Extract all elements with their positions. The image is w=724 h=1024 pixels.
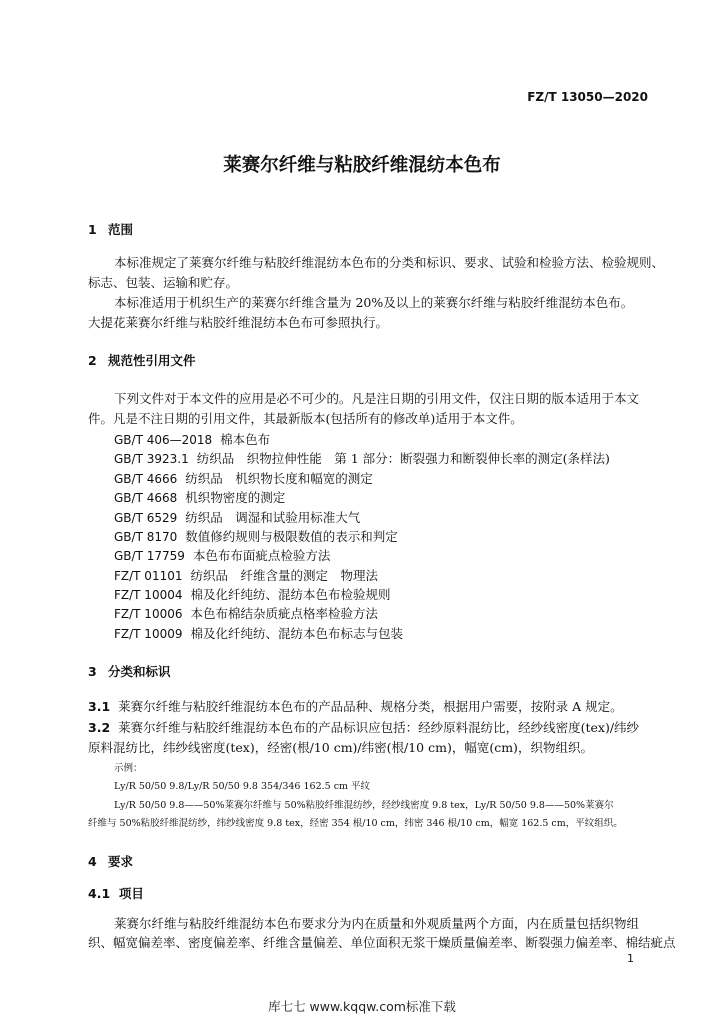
reference-item [114,508,360,526]
clause-number: 4.1 [88,886,111,901]
reference-name: 棉本色布 [220,432,271,447]
section-title: 规范性引用文件 [108,353,196,368]
reference-item [114,469,373,487]
section-title: 范围 [108,222,134,237]
example-line: Ly/R 50/50 9.8——50%莱赛尔纤维与 50%粘胶纤维混纺纱，经纱线密度 9.8 tex，Ly/R 50/50 9.8——50%莱赛尔 [114,800,614,811]
section-number: 3 [88,664,97,679]
reference-code: FZ/T 10009 [114,627,183,641]
section-title: 要求 [108,854,134,869]
clause-3-1 [88,697,623,715]
reference-name: 纺织品 调湿和试验用标准大气 [185,510,361,525]
clause-number: 3.1 [88,699,111,714]
clause-text: 莱赛尔纤维与粘胶纤维混纺本色布的产品品种、规格分类，根据用户需要，按附录 A 规定。 [118,699,623,714]
reference-code: FZ/T 01101 [114,569,183,583]
standard-code: FZ/T 13050—2020 [527,90,648,104]
clause-3-2 [88,718,639,736]
reference-name: 本色布布面疵点检验方法 [192,548,331,563]
paragraph-line: 原料混纺比，纬纱线密度(tex)，经密(根/10 cm)/纬密(根/10 cm)，幅宽(cm)，织物组织。 [88,740,593,755]
reference-name: 纺织品 纤维含量的测定 物理法 [190,568,378,583]
section-number: 1 [88,222,97,237]
reference-item [114,430,270,448]
reference-code: GB/T 17759 [114,549,185,563]
reference-item [114,566,378,584]
page-number: 1 [627,952,634,965]
clause-4-1-heading [88,884,144,902]
paragraph-line: 件。凡是不注日期的引用文件，其最新版本(包括所有的修改单)适用于本文件。 [88,411,523,426]
reference-name: 数值修约规则与极限数值的表示和判定 [185,529,398,544]
paragraph-line: 本标准适用于机织生产的莱赛尔纤维含量为 20%及以上的莱赛尔纤维与粘胶纤维混纺本色布。 [114,295,634,310]
reference-code: GB/T 8170 [114,530,178,544]
reference-name: 本色布棉结杂质疵点格率检验方法 [190,606,378,621]
reference-code: GB/T 6529 [114,511,178,525]
section-4-heading [88,852,133,870]
reference-code: GB/T 406—2018 [114,433,213,447]
reference-code: GB/T 3923.1 [114,452,189,466]
section-3-heading [88,662,171,680]
section-1-heading [88,220,133,238]
example-line: 纤维与 50%粘胶纤维混纺纱，纬纱线密度 9.8 tex，经密 354 根/10 cm，纬密 346 根/10 cm，幅宽 162.5 cm，平纹组织。 [88,818,623,829]
reference-name: 机织物密度的测定 [185,490,286,505]
reference-code: GB/T 4666 [114,472,178,486]
document-title: 莱赛尔纤维与粘胶纤维混纺本色布 [223,155,501,176]
reference-item [114,604,378,622]
reference-name: 棉及化纤纯纺、混纺本色布检验规则 [190,587,391,602]
reference-name: 棉及化纤纯纺、混纺本色布标志与包装 [190,626,403,641]
section-title: 分类和标识 [108,664,171,679]
clause-number: 3.2 [88,720,111,735]
paragraph-line: 大提花莱赛尔纤维与粘胶纤维混纺本色布可参照执行。 [88,315,389,330]
reference-code: FZ/T 10006 [114,607,183,621]
reference-name: 纺织品 机织物长度和幅宽的测定 [185,471,373,486]
paragraph-line: 本标准规定了莱赛尔纤维与粘胶纤维混纺本色布的分类和标识、要求、试验和检验方法、检验规则、 [114,255,665,270]
example-line: Ly/R 50/50 9.8/Ly/R 50/50 9.8 354/346 162.5 cm 平纹 [114,781,371,792]
section-number: 4 [88,854,97,869]
clause-title: 项目 [118,886,144,901]
section-number: 2 [88,353,97,368]
clause-text: 莱赛尔纤维与粘胶纤维混纺本色布的产品标识应包括：经纱原料混纺比，经纱线密度(tex)/纬纱 [118,720,640,735]
paragraph-line: 织、幅宽偏差率、密度偏差率、纤维含量偏差、单位面积无浆干燥质量偏差率、断裂强力偏差率、棉结疵点 [88,935,676,950]
reference-item [114,527,398,545]
paragraph-line: 莱赛尔纤维与粘胶纤维混纺本色布要求分为内在质量和外观质量两个方面，内在质量包括织物组 [114,916,640,931]
reference-item [114,624,403,642]
reference-item [114,585,391,603]
reference-name: 纺织品 织物拉伸性能 第 1 部分：断裂强力和断裂伸长率的测定(条样法) [196,451,610,466]
paragraph-line: 标志、包装、运输和贮存。 [88,275,239,290]
reference-code: GB/T 4668 [114,491,178,505]
paragraph-line: 下列文件对于本文件的应用是必不可少的。凡是注日期的引用文件，仅注日期的版本适用于本文 [114,391,640,406]
reference-item [114,546,330,564]
example-label: 示例： [114,763,143,774]
reference-item [114,488,285,506]
footer-watermark: 库七七 www.kqqw.com标准下载 [268,999,456,1014]
reference-item [114,449,610,467]
reference-code: FZ/T 10004 [114,588,183,602]
section-2-heading [88,351,196,369]
